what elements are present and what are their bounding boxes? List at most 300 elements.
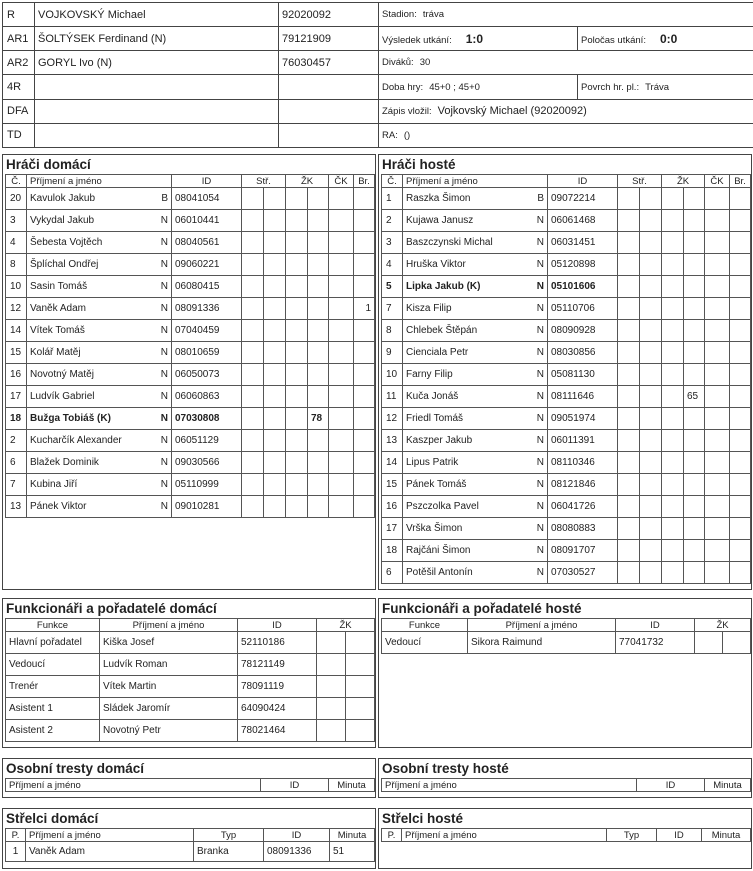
player-id: 05101606 [548, 276, 618, 298]
player-substitution-out [618, 518, 640, 540]
functionary-row [6, 632, 375, 654]
player-goals [354, 276, 375, 298]
player-substitution-out [618, 386, 640, 408]
player-id: 09010281 [172, 496, 242, 518]
player-status: N [160, 457, 168, 468]
header-id: ID [264, 829, 330, 842]
surface-value: Tráva [645, 81, 670, 93]
player-status: N [536, 303, 544, 314]
player-yellow-card-1 [286, 210, 308, 232]
player-id: 08091336 [172, 298, 242, 320]
header-name: Příjmení a jméno [382, 779, 637, 792]
player-id: 07030808 [172, 408, 242, 430]
official-name: GORYL Ivo (N) [35, 51, 279, 75]
player-number: 13 [6, 496, 27, 518]
player-number: 11 [382, 386, 403, 408]
away-penalties-header [382, 779, 751, 792]
player-name: Kucharčík Alexander [30, 435, 122, 446]
player-yellow-card-1 [286, 408, 308, 430]
player-name: Farny Filip [406, 369, 453, 380]
player-substitution-out [618, 188, 640, 210]
surface-cell [578, 75, 753, 99]
player-number: 20 [6, 188, 27, 210]
player-id: 09072214 [548, 188, 618, 210]
player-name: Pánek Viktor [30, 501, 87, 512]
player-red-card [329, 342, 354, 364]
player-status: N [160, 435, 168, 446]
player-number: 9 [382, 342, 403, 364]
recorded-by-label: Zápis vložil: [382, 106, 432, 118]
away-functionaries-table [381, 618, 751, 654]
header-function: Funkce [382, 619, 468, 632]
player-goals [354, 210, 375, 232]
player-goals [730, 430, 751, 452]
player-row [6, 386, 375, 408]
player-goals [730, 364, 751, 386]
player-row [6, 298, 375, 320]
player-row [6, 188, 375, 210]
player-red-card [705, 540, 730, 562]
player-goals [354, 232, 375, 254]
official-id: 92020092 [279, 3, 379, 27]
player-substitution-in [264, 342, 286, 364]
player-goals [730, 342, 751, 364]
player-number: 2 [382, 210, 403, 232]
home-scorers-title: Střelci domácí [6, 811, 99, 826]
ra-label: RA: [382, 129, 398, 141]
player-number: 8 [6, 254, 27, 276]
player-name-cell [403, 408, 548, 430]
player-id: 06051129 [172, 430, 242, 452]
player-substitution-in [640, 430, 662, 452]
halftime-value: 0:0 [659, 31, 678, 46]
player-yellow-card [308, 276, 329, 298]
official-name [35, 123, 279, 147]
player-yellow-card [684, 430, 705, 452]
player-yellow-card-1 [662, 430, 684, 452]
player-substitution-in [640, 210, 662, 232]
player-goals [730, 210, 751, 232]
player-name: Sasin Tomáš [30, 281, 88, 292]
player-yellow-card-1 [286, 254, 308, 276]
player-row [382, 298, 751, 320]
player-name-cell [403, 254, 548, 276]
player-row [382, 188, 751, 210]
away-players-header [382, 175, 751, 188]
scorer-name: Vaněk Adam [26, 842, 194, 862]
player-substitution-out [242, 430, 264, 452]
away-functionaries-body [382, 632, 751, 654]
player-name: Kuča Jonáš [406, 391, 459, 402]
home-players-body [6, 188, 375, 518]
player-substitution-in [640, 474, 662, 496]
player-row [382, 386, 751, 408]
player-number: 10 [6, 276, 27, 298]
functionary-id: 78021464 [238, 720, 317, 742]
player-id: 08080883 [548, 518, 618, 540]
functionary-red-card [346, 676, 375, 698]
scorer-order: 1 [6, 842, 26, 862]
player-status: N [536, 369, 544, 380]
player-substitution-in [264, 496, 286, 518]
player-yellow-card [308, 342, 329, 364]
functionary-id: 78121149 [238, 654, 317, 676]
player-yellow-card [308, 188, 329, 210]
player-row [6, 496, 375, 518]
player-id: 05081130 [548, 364, 618, 386]
player-red-card [705, 386, 730, 408]
player-goals [354, 342, 375, 364]
player-name: Kavulok Jakub [30, 193, 96, 204]
player-number: 3 [6, 210, 27, 232]
player-yellow-card-1 [662, 342, 684, 364]
player-name-cell [403, 474, 548, 496]
header-number: Č. [6, 175, 27, 188]
player-yellow-card [684, 518, 705, 540]
player-yellow-card-1 [662, 320, 684, 342]
player-number: 4 [382, 254, 403, 276]
player-id: 08111646 [548, 386, 618, 408]
player-substitution-in [640, 320, 662, 342]
player-yellow-card-1 [286, 496, 308, 518]
player-id: 08041054 [172, 188, 242, 210]
player-yellow-card: 78 [308, 408, 329, 430]
player-name-cell [27, 188, 172, 210]
home-scorers-section [2, 808, 376, 869]
player-goals [730, 232, 751, 254]
player-goals [730, 276, 751, 298]
player-substitution-in [640, 254, 662, 276]
player-number: 18 [6, 408, 27, 430]
player-yellow-card [684, 188, 705, 210]
player-substitution-in [264, 386, 286, 408]
player-yellow-card-1 [662, 188, 684, 210]
player-red-card [705, 232, 730, 254]
header-type: Typ [607, 829, 657, 842]
player-status: N [160, 413, 168, 424]
player-name: Vrška Šimon [406, 523, 463, 534]
player-row [382, 342, 751, 364]
player-row [6, 364, 375, 386]
player-red-card [705, 254, 730, 276]
player-yellow-card: 65 [684, 386, 705, 408]
home-scorers-header [6, 829, 375, 842]
player-name-cell [403, 188, 548, 210]
player-name-cell [27, 320, 172, 342]
header-goals: Br. [354, 175, 375, 188]
player-red-card [705, 276, 730, 298]
player-yellow-card-1 [286, 232, 308, 254]
header-id: ID [657, 829, 702, 842]
player-id: 09060221 [172, 254, 242, 276]
away-players-body [382, 188, 751, 584]
header-minute: Minuta [329, 779, 375, 792]
player-goals [354, 408, 375, 430]
player-row [6, 210, 375, 232]
home-functionaries-section [2, 598, 376, 748]
functionary-yellow-card [317, 632, 346, 654]
player-yellow-card [308, 430, 329, 452]
away-players-table [381, 174, 751, 584]
player-id: 05110999 [172, 474, 242, 496]
player-substitution-in [640, 452, 662, 474]
header-yellow-card: ŽK [286, 175, 329, 188]
header-name: Příjmení a jméno [26, 829, 194, 842]
header-minute: Minuta [330, 829, 375, 842]
player-substitution-out [618, 540, 640, 562]
player-substitution-in [264, 232, 286, 254]
player-status: N [160, 303, 168, 314]
player-name: Kisza Filip [406, 303, 452, 314]
header-id: ID [172, 175, 242, 188]
player-yellow-card-1 [662, 254, 684, 276]
player-name: Hruška Viktor [406, 259, 466, 270]
player-status: N [536, 259, 544, 270]
functionary-id: 77041732 [616, 632, 695, 654]
player-row [382, 540, 751, 562]
player-number: 5 [382, 276, 403, 298]
official-row [3, 123, 753, 147]
player-yellow-card-1 [662, 232, 684, 254]
player-name: Lipka Jakub (K) [406, 281, 481, 292]
player-yellow-card-1 [286, 298, 308, 320]
player-name-cell [403, 298, 548, 320]
player-name: Bužga Tobiáš (K) [30, 413, 111, 424]
player-status: N [160, 479, 168, 490]
player-status: N [536, 545, 544, 556]
player-name: Raszka Šimon [406, 193, 471, 204]
player-substitution-in [640, 342, 662, 364]
player-name: Pszczolka Pavel [406, 501, 479, 512]
player-name-cell [403, 452, 548, 474]
functionary-row [6, 654, 375, 676]
header-yellow-card: ŽK [317, 619, 375, 632]
header-name: Příjmení a jméno [403, 175, 548, 188]
player-red-card [705, 474, 730, 496]
player-yellow-card [684, 540, 705, 562]
functionary-name: Vítek Martin [100, 676, 238, 698]
player-id: 07030527 [548, 562, 618, 584]
official-role: 4R [3, 75, 35, 99]
player-yellow-card-1 [662, 452, 684, 474]
player-yellow-card-1 [662, 518, 684, 540]
player-row [382, 232, 751, 254]
player-goals [730, 496, 751, 518]
functionary-function: Trenér [6, 676, 100, 698]
player-substitution-out [242, 408, 264, 430]
player-name: Kujawa Janusz [406, 215, 474, 226]
player-substitution-out [242, 496, 264, 518]
player-substitution-out [618, 298, 640, 320]
ra-value: () [403, 129, 411, 141]
player-yellow-card [684, 496, 705, 518]
functionary-id: 78091119 [238, 676, 317, 698]
player-substitution-in [264, 298, 286, 320]
player-row [382, 408, 751, 430]
player-goals [730, 474, 751, 496]
functionary-red-card [346, 654, 375, 676]
player-id: 06061468 [548, 210, 618, 232]
functionary-yellow-card [695, 632, 723, 654]
player-name-cell [403, 562, 548, 584]
player-status: N [160, 369, 168, 380]
player-row [382, 210, 751, 232]
away-functionaries-title: Funkcionáři a pořadatelé hosté [382, 601, 582, 616]
player-yellow-card-1 [286, 276, 308, 298]
player-substitution-out [618, 276, 640, 298]
player-goals [730, 408, 751, 430]
player-substitution-in [640, 518, 662, 540]
home-scorers-table [5, 828, 375, 862]
away-scorers-header [382, 829, 751, 842]
player-red-card [705, 342, 730, 364]
functionary-yellow-card [317, 654, 346, 676]
player-yellow-card-1 [662, 298, 684, 320]
official-id [279, 75, 379, 99]
player-yellow-card [684, 254, 705, 276]
functionary-row [382, 632, 751, 654]
player-yellow-card [308, 386, 329, 408]
player-row [382, 562, 751, 584]
away-penalties-title: Osobní tresty hosté [382, 761, 509, 776]
header-id: ID [238, 619, 317, 632]
player-row [382, 496, 751, 518]
player-substitution-in [640, 188, 662, 210]
stadion-value: tráva [422, 9, 444, 21]
player-name: Vykydal Jakub [30, 215, 95, 226]
player-name: Kolář Matěj [30, 347, 81, 358]
header-name: Příjmení a jméno [100, 619, 238, 632]
player-status: N [536, 501, 544, 512]
player-row [382, 430, 751, 452]
player-substitution-out [242, 320, 264, 342]
player-name: Pánek Tomáš [406, 479, 467, 490]
player-substitution-in [640, 386, 662, 408]
player-status: N [536, 281, 544, 292]
player-yellow-card-1 [662, 562, 684, 584]
player-yellow-card-1 [662, 540, 684, 562]
away-players-title: Hráči hosté [382, 157, 456, 172]
stadion-cell [379, 3, 753, 27]
player-yellow-card-1 [286, 386, 308, 408]
player-id: 08121846 [548, 474, 618, 496]
player-substitution-in [640, 408, 662, 430]
official-row [3, 75, 753, 99]
player-number: 2 [6, 430, 27, 452]
header-id: ID [637, 779, 705, 792]
player-red-card [705, 210, 730, 232]
functionary-function: Hlavní pořadatel [6, 632, 100, 654]
player-name-cell [403, 518, 548, 540]
player-name-cell [27, 474, 172, 496]
player-substitution-in [264, 364, 286, 386]
player-goals [730, 386, 751, 408]
player-yellow-card [684, 562, 705, 584]
player-yellow-card [308, 298, 329, 320]
player-id: 05110706 [548, 298, 618, 320]
player-name: Blažek Dominik [30, 457, 99, 468]
player-name: Šplíchal Ondřej [30, 259, 99, 270]
player-status: N [160, 281, 168, 292]
header-id: ID [548, 175, 618, 188]
duration-cell [379, 75, 578, 99]
player-id: 06080415 [172, 276, 242, 298]
official-id: 76030457 [279, 51, 379, 75]
halftime-label: Poločas utkání: [581, 34, 646, 46]
player-substitution-out [242, 210, 264, 232]
player-name-cell [403, 496, 548, 518]
player-number: 17 [6, 386, 27, 408]
player-name: Vaněk Adam [30, 303, 86, 314]
player-substitution-in [264, 452, 286, 474]
player-substitution-out [618, 254, 640, 276]
official-row [3, 3, 753, 27]
player-name-cell [27, 496, 172, 518]
player-number: 6 [382, 562, 403, 584]
player-name-cell [27, 276, 172, 298]
player-yellow-card [684, 408, 705, 430]
player-yellow-card-1 [662, 210, 684, 232]
player-substitution-out [242, 342, 264, 364]
player-red-card [329, 210, 354, 232]
player-name-cell [27, 430, 172, 452]
player-number: 16 [382, 496, 403, 518]
player-yellow-card [308, 496, 329, 518]
player-id: 08090928 [548, 320, 618, 342]
player-id: 06050073 [172, 364, 242, 386]
player-id: 06041726 [548, 496, 618, 518]
functionary-id: 64090424 [238, 698, 317, 720]
match-header-table [2, 2, 753, 148]
functionary-red-card [723, 632, 751, 654]
header-substitution: Stř. [618, 175, 662, 188]
player-substitution-out [618, 320, 640, 342]
player-row [382, 254, 751, 276]
functionary-yellow-card [317, 698, 346, 720]
home-penalties-title: Osobní tresty domácí [6, 761, 145, 776]
scorer-minute: 51 [330, 842, 375, 862]
player-red-card [705, 518, 730, 540]
player-substitution-out [242, 254, 264, 276]
player-name-cell [403, 430, 548, 452]
player-substitution-out [242, 276, 264, 298]
player-status: N [536, 325, 544, 336]
player-name: Novotný Matěj [30, 369, 94, 380]
player-yellow-card [684, 342, 705, 364]
official-row [3, 99, 753, 123]
stadion-label: Stadion: [382, 9, 417, 21]
scorer-id: 08091336 [264, 842, 330, 862]
official-role: AR2 [3, 51, 35, 75]
player-row [382, 518, 751, 540]
spectators-label: Diváků: [382, 57, 414, 69]
player-name-cell [27, 386, 172, 408]
header-minute: Minuta [705, 779, 751, 792]
functionary-function: Vedoucí [382, 632, 468, 654]
player-name-cell [403, 540, 548, 562]
player-row [382, 474, 751, 496]
player-substitution-out [618, 342, 640, 364]
player-number: 7 [382, 298, 403, 320]
player-substitution-out [242, 386, 264, 408]
home-functionaries-title: Funkcionáři a pořadatelé domácí [6, 601, 217, 616]
player-number: 12 [382, 408, 403, 430]
functionary-name: Kiška Josef [100, 632, 238, 654]
header-id: ID [616, 619, 695, 632]
scorer-type: Branka [194, 842, 264, 862]
player-yellow-card [308, 320, 329, 342]
player-number: 4 [6, 232, 27, 254]
